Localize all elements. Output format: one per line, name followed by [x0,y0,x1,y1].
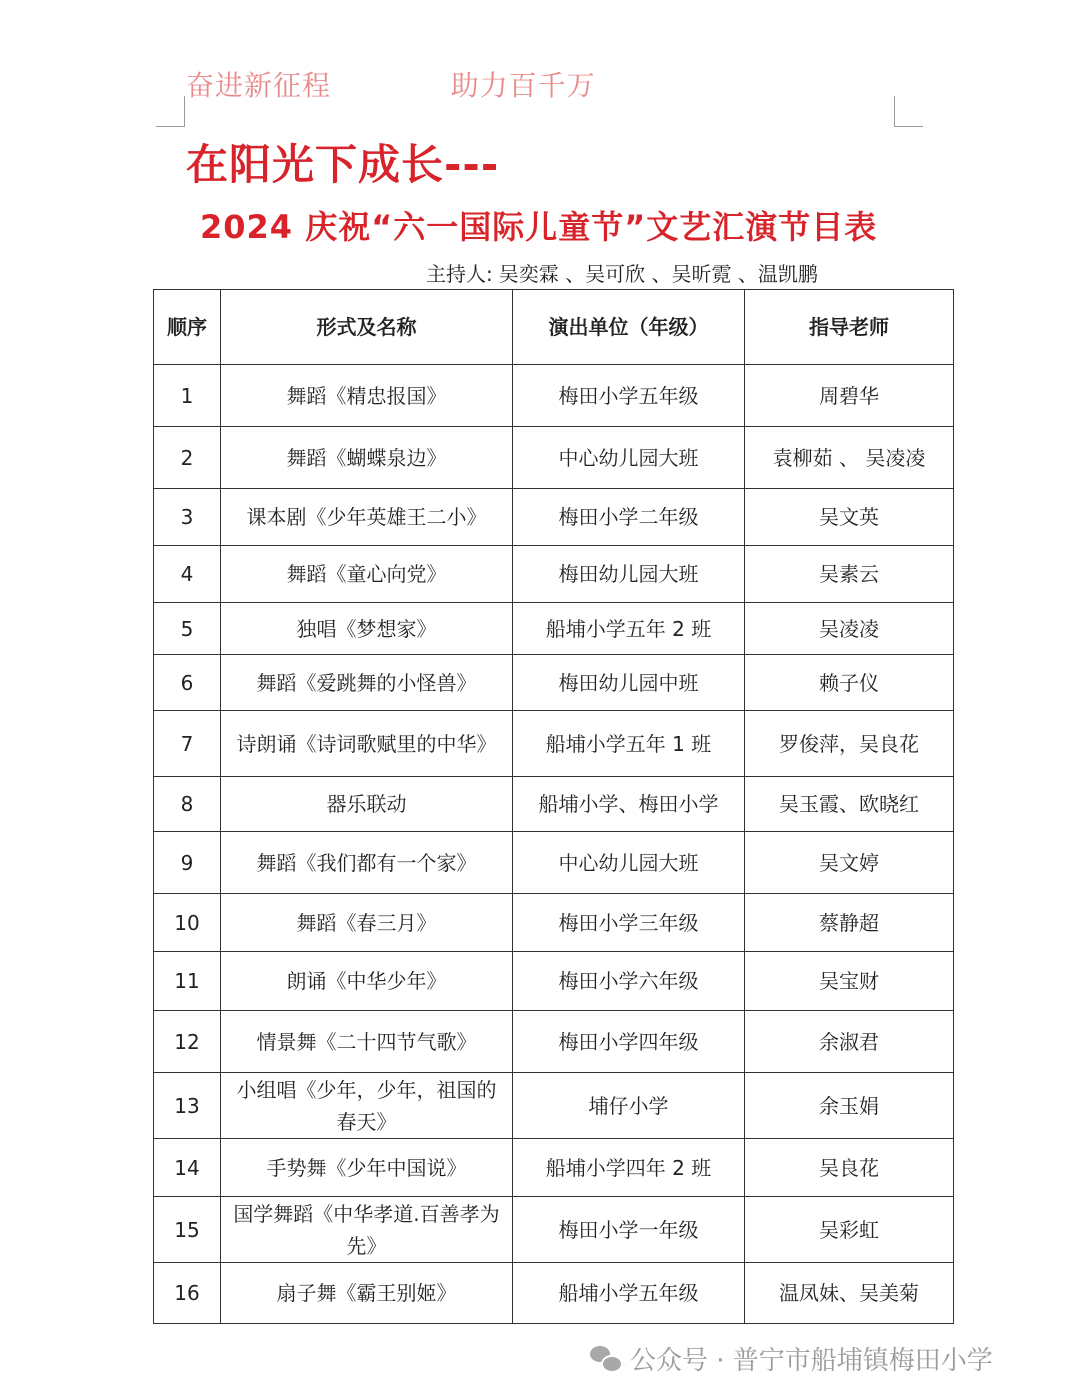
cell-program: 舞蹈《精忠报国》 [221,365,513,427]
cell-teacher: 吴宝财 [745,952,954,1011]
cell-program: 诗朗诵《诗词歌赋里的中华》 [221,711,513,777]
cell-unit: 梅田幼儿园中班 [513,655,745,711]
table-row [154,546,954,603]
column-header-unit: 演出单位（年级） [513,290,745,365]
cell-teacher: 余淑君 [745,1011,954,1073]
cell-program: 舞蹈《蝴蝶泉边》 [221,427,513,489]
cell-order: 7 [154,711,221,777]
table-row [154,711,954,777]
cell-order: 6 [154,655,221,711]
cell-teacher: 蔡静超 [745,894,954,952]
table-row [154,894,954,952]
table-row [154,1197,954,1263]
cell-program: 舞蹈《童心向党》 [221,546,513,603]
cell-program: 手势舞《少年中国说》 [221,1139,513,1197]
cell-unit: 梅田小学一年级 [513,1197,745,1263]
cell-teacher: 吴文英 [745,489,954,546]
cell-teacher: 吴玉霞、欧晓红 [745,777,954,832]
cell-program: 课本剧《少年英雄王二小》 [221,489,513,546]
column-header-order: 顺序 [154,290,221,365]
cell-order: 15 [154,1197,221,1263]
cell-order: 1 [154,365,221,427]
cell-order: 9 [154,832,221,894]
cell-teacher: 罗俊萍，吴良花 [745,711,954,777]
cell-program: 扇子舞《霸王别姬》 [221,1263,513,1324]
cell-teacher: 吴良花 [745,1139,954,1197]
cell-unit: 埔仔小学 [513,1073,745,1139]
cell-unit: 梅田小学二年级 [513,489,745,546]
column-header-teacher: 指导老师 [745,290,954,365]
column-header-program: 形式及名称 [221,290,513,365]
cell-order: 2 [154,427,221,489]
cell-program: 舞蹈《春三月》 [221,894,513,952]
table-header-row [154,290,954,365]
table-row [154,655,954,711]
cell-teacher: 周碧华 [745,365,954,427]
table-row [154,952,954,1011]
cell-order: 13 [154,1073,221,1139]
cell-unit: 船埔小学四年 2 班 [513,1139,745,1197]
table-row [154,1073,954,1139]
cell-unit: 梅田小学六年级 [513,952,745,1011]
table-row [154,489,954,546]
cell-order: 10 [154,894,221,952]
cell-teacher: 吴彩虹 [745,1197,954,1263]
table-row [154,777,954,832]
cell-program: 舞蹈《爱跳舞的小怪兽》 [221,655,513,711]
cell-program: 情景舞《二十四节气歌》 [221,1011,513,1073]
cell-order: 16 [154,1263,221,1324]
cell-teacher: 吴文婷 [745,832,954,894]
wechat-icon [590,1346,620,1372]
cell-teacher: 吴凌凌 [745,603,954,655]
cell-program: 舞蹈《我们都有一个家》 [221,832,513,894]
cell-unit: 梅田小学三年级 [513,894,745,952]
cell-unit: 梅田小学五年级 [513,365,745,427]
footer-text: 公众号 · 普宁市船埔镇梅田小学 [630,1346,993,1376]
cell-teacher: 温凤妹、吴美菊 [745,1263,954,1324]
cell-unit: 梅田小学四年级 [513,1011,745,1073]
table-row [154,1011,954,1073]
table-row [154,603,954,655]
cell-program: 独唱《梦想家》 [221,603,513,655]
cell-teacher: 赖子仪 [745,655,954,711]
hosts-line [426,258,818,287]
page-title: 在阳光下成长--- [186,140,500,189]
cell-unit: 船埔小学五年级 [513,1263,745,1324]
crop-mark-left [156,96,185,127]
hosts-names: 吴奕霖 、吴可欣 、吴昕霓 、温凯鹏 [498,262,818,286]
cell-order: 3 [154,489,221,546]
footer-watermark [590,1340,993,1377]
cell-teacher: 余玉娟 [745,1073,954,1139]
cell-unit: 中心幼儿园大班 [513,832,745,894]
table-row [154,832,954,894]
hosts-label: 主持人: [426,262,493,286]
cell-unit: 梅田幼儿园大班 [513,546,745,603]
table-row [154,1139,954,1197]
cell-order: 5 [154,603,221,655]
cell-program: 国学舞蹈《中华孝道.百善孝为先》 [221,1197,513,1263]
page-subtitle: 2024 庆祝“六一国际儿童节”文艺汇演节目表 [200,208,878,246]
cell-unit: 船埔小学、梅田小学 [513,777,745,832]
program-table [153,289,954,1324]
crop-mark-right [894,96,923,127]
cell-program: 朗诵《中华少年》 [221,952,513,1011]
header-slogan: 奋进新征程 助力百千万 [186,69,596,102]
cell-order: 12 [154,1011,221,1073]
cell-order: 8 [154,777,221,832]
cell-teacher: 吴素云 [745,546,954,603]
cell-order: 11 [154,952,221,1011]
cell-teacher: 袁柳茹 、 吴凌凌 [745,427,954,489]
cell-unit: 船埔小学五年 2 班 [513,603,745,655]
cell-unit: 船埔小学五年 1 班 [513,711,745,777]
cell-unit: 中心幼儿园大班 [513,427,745,489]
cell-program: 器乐联动 [221,777,513,832]
table-row [154,1263,954,1324]
cell-order: 4 [154,546,221,603]
table-row [154,427,954,489]
cell-program: 小组唱《少年，少年，祖国的春天》 [221,1073,513,1139]
cell-order: 14 [154,1139,221,1197]
table-row [154,365,954,427]
